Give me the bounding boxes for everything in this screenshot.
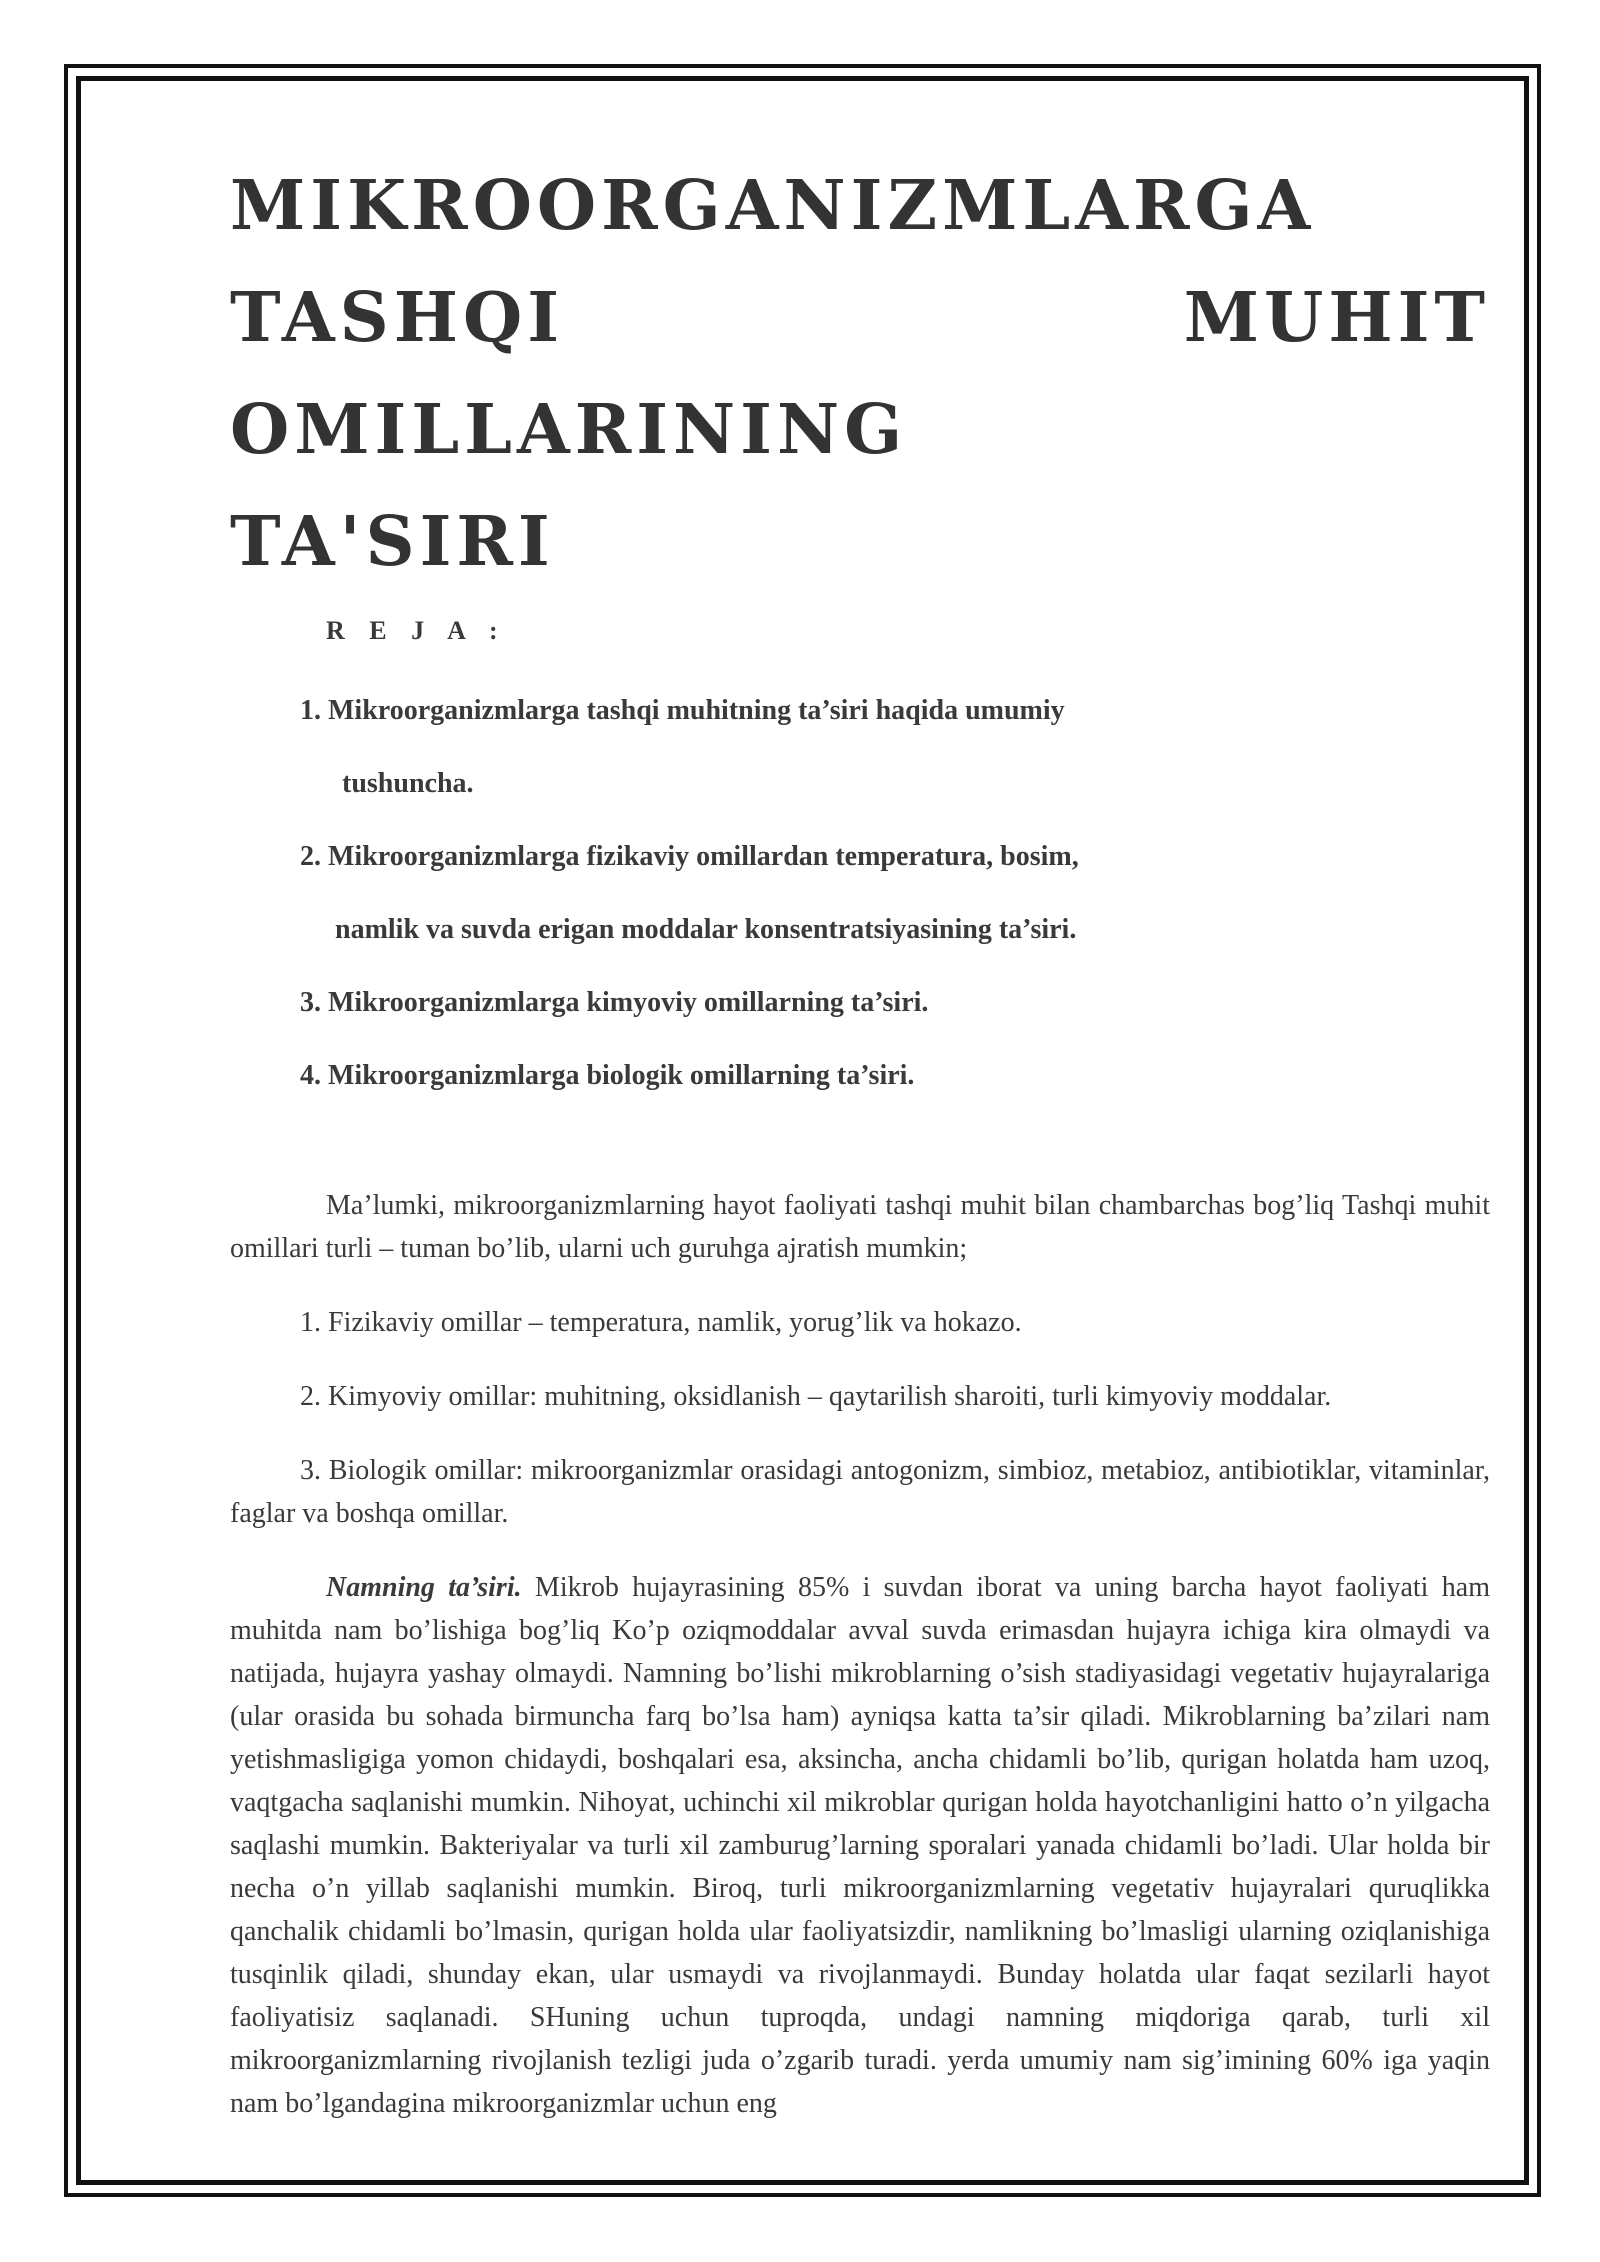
title-line-1: MIKROORGANIZMLARGA — [230, 166, 1316, 246]
plan-heading: R E J A : — [326, 616, 507, 645]
moisture-paragraph — [230, 1566, 1490, 2125]
moisture-heading: Namning ta’siri. — [326, 1572, 522, 1603]
factor-physical-paragraph: 1. Fizikaviy omillar – temperatura, namlik, yorug’lik va hokazo. — [300, 1307, 1022, 1338]
plan-list — [230, 674, 1490, 1112]
plan-item-1-continued: tushuncha. — [342, 768, 474, 799]
title-line-2: TASHQI MUHIT OMILLARINING — [230, 278, 1490, 470]
plan-item-2: 2. Mikroorganizmlarga fizikaviy omillardan temperatura, bosim, — [300, 841, 1079, 872]
plan-item-4: 4. Mikroorganizmlarga biologik omillarning ta’siri. — [300, 1060, 915, 1091]
document-body — [230, 1184, 1490, 2125]
title-line-3: TA'SIRI — [230, 502, 555, 582]
intro-paragraph: Ma’lumki, mikroorganizmlarning hayot faoliyati tashqi muhit bilan chambarchas bog’liq Tashqi muhit omillari turli – tuman bo’lib, ularni uch guruhga ajratish mumkin; — [230, 1190, 1490, 1264]
plan-item-2-continued: namlik va suvda erigan moddalar konsentratsiyasining ta’siri. — [335, 914, 1077, 945]
document-title — [230, 150, 1490, 598]
factor-chemical-paragraph: 2. Kimyoviy omillar: muhitning, oksidlanish – qaytarilish sharoiti, turli kimyoviy moddalar. — [300, 1381, 1332, 1412]
plan-item-1: 1. Mikroorganizmlarga tashqi muhitning ta’siri haqida umumiy — [300, 695, 1065, 726]
factor-biological-paragraph: 3. Biologik omillar: mikroorganizmlar orasidagi antogonizm, simbioz, metabioz, antibiotiklar, vitaminlar, faglar va boshqa omillar. — [230, 1455, 1490, 1529]
moisture-text: Mikrob hujayrasining 85% i suvdan iborat va uning barcha hayot faoliyati ham muhitda nam bo’lishiga bog’liq Ko’p oziqmoddalar avval suvda erimasdan hujayra ichiga kira olmaydi va natijada, hujayra yashay olmaydi. Namning bo’lishi mikroblarning o’sish stadiyasidagi vegetativ hujayralariga (ular orasida bu sohada birmuncha farq bo’lsa ham) ayniqsa katta ta’sir qiladi. Mikroblarning ba’zilari nam yetishmasligiga yomon chidaydi, boshqalari esa, aksincha, ancha chidamli bo’lib, qurigan holatda ham uzoq, vaqtgacha saqlanishi mumkin. Nihoyat, uchinchi xil mikroblar qurigan holda hayotchanligini hatto o’n yilgacha saqlashi mumkin. Bakteriyalar va turli xil zamburug’larning sporalari yanada chidamli bo’ladi. Ular holda bir necha o’n yillab saqlanishi mumkin. Biroq, turli mikroorganizmlarning vegetativ hujayralari quruqlikka qanchalik chidamli bo’lmasin, qurigan holda ular faoliyatsizdir, namlikning bo’lmasligi ularning oziqlanishiga tusqinlik qiladi, shunday ekan, ular usmaydi va rivojlanmaydi. Bunday holatda ular faqat sezilarli hayot faoliyatisiz saqlanadi. SHuning uchun tuproqda, undagi namning miqdoriga qarab, turli xil mikroorganizmlarning rivojlanish tezligi juda o’zgarib turadi. yerda umumiy nam sig’imining 60% iga yaqin nam bo’lgandagina mikroorganizmlar uchun eng — [230, 1572, 1490, 2119]
document-content — [230, 150, 1490, 2156]
plan-item-3: 3. Mikroorganizmlarga kimyoviy omillarning ta’siri. — [300, 987, 929, 1018]
